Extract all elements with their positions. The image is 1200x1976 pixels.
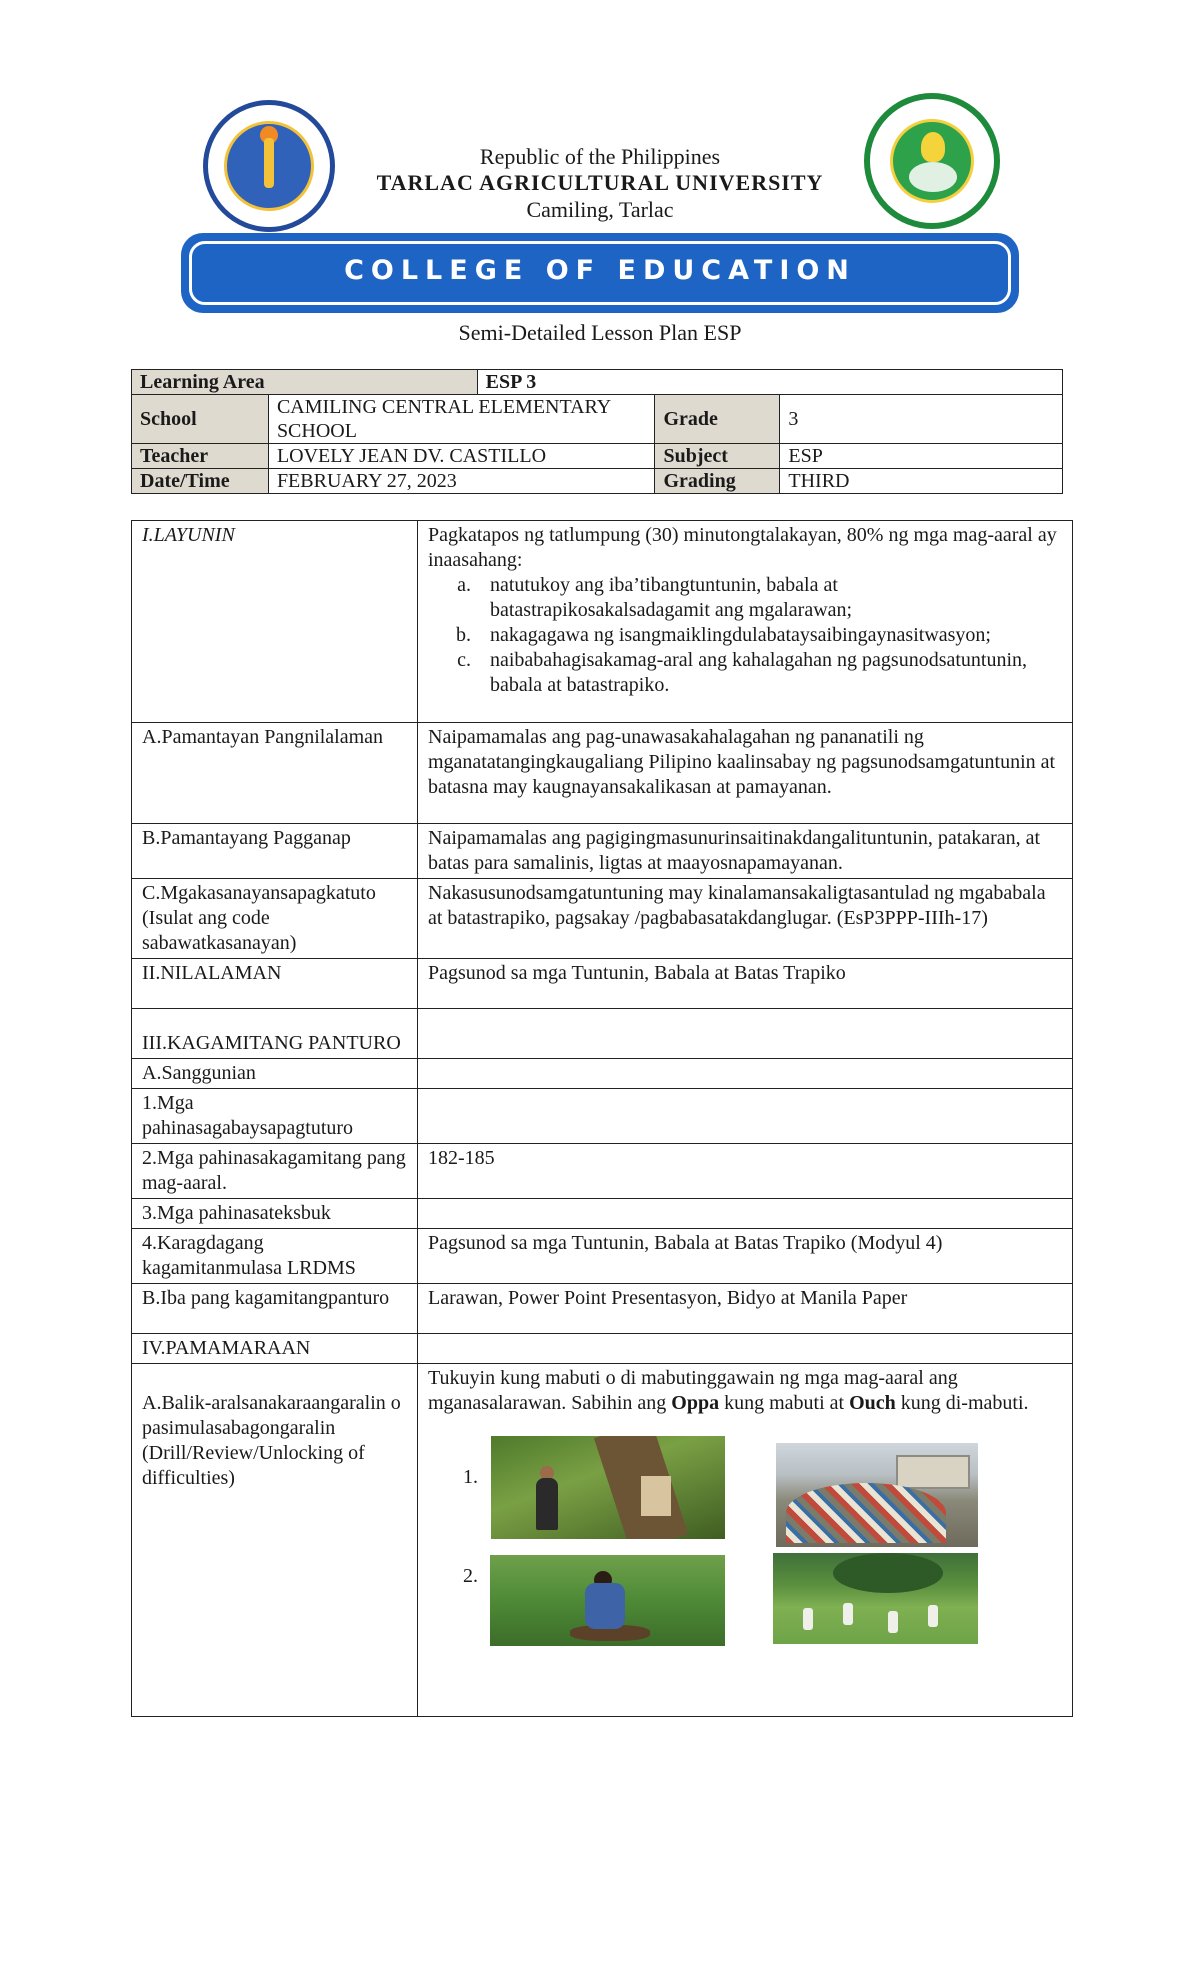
table-row xyxy=(132,1199,1073,1229)
table-row xyxy=(132,1334,1073,1364)
table-row xyxy=(132,1089,1073,1144)
learning-area-label: Learning Area xyxy=(132,370,478,395)
datetime-value: FEBRUARY 27, 2023 xyxy=(268,469,655,494)
table-row xyxy=(132,723,1073,824)
university-heading: TARLAC AGRICULTURAL UNIVERSITY xyxy=(376,170,824,195)
learning-area-value: ESP 3 xyxy=(477,370,1062,395)
kagamitan-mag-aaral-label: 2.Mga pahinasakagamitang pang mag-aaral. xyxy=(132,1144,418,1199)
grade-value: 3 xyxy=(780,395,1063,444)
city-heading: Camiling, Tarlac xyxy=(526,197,674,222)
oppa-keyword: Oppa xyxy=(671,1392,720,1414)
photo-students-cleaning xyxy=(773,1553,978,1644)
pamantayan-value: Naipamamalas ang pag-unawasakahalagahan ng pananatili ng mganatatangingkaugaliang Pilipino kaalinsabay ng pagsunodsamgatuntunin at batasna may kaugnayansakalikasan at pamayanan. xyxy=(418,723,1073,824)
teacher-value: LOVELY JEAN DV. CASTILLO xyxy=(268,444,655,469)
child-body xyxy=(585,1583,625,1629)
person-body xyxy=(536,1478,558,1530)
instruction-text: kung mabuti at xyxy=(719,1392,850,1414)
kasanayan-label: C.Mgakasanayansapagkatuto (Isulat ang code sabawatkasanayan) xyxy=(132,879,418,959)
grade-label: Grade xyxy=(655,395,780,444)
lrdms-value: Pagsunod sa mga Tuntunin, Babala at Batas Trapiko (Modyul 4) xyxy=(418,1229,1073,1284)
table-row xyxy=(132,1059,1073,1089)
teacher-label: Teacher xyxy=(132,444,269,469)
sanggunian-label: A.Sanggunian xyxy=(132,1059,418,1089)
table-row xyxy=(132,521,1073,723)
layunin-content xyxy=(418,521,1073,723)
student xyxy=(888,1611,898,1633)
layunin-label: I.LAYUNIN xyxy=(132,521,418,723)
empty-cell xyxy=(418,1199,1073,1229)
table-row xyxy=(132,959,1073,1009)
republic-heading: Republic of the Philippines xyxy=(479,144,721,169)
list-item: b. nakagagawa ng isangmaiklingdulabataysaibingaynasitwasyon; xyxy=(476,623,1062,648)
item-number-1: 1. xyxy=(463,1466,478,1488)
table-row xyxy=(132,1284,1073,1334)
table-row xyxy=(132,370,1063,395)
student xyxy=(843,1603,853,1625)
datetime-label: Date/Time xyxy=(132,469,269,494)
layunin-intro: Pagkatapos ng tatlumpung (30) minutongtalakayan, 80% ng mga mag-aaral ay inaasahang: xyxy=(428,524,1057,571)
empty-cell xyxy=(418,1059,1073,1089)
gabay-label: 1.Mga pahinasagabaysapagtuturo xyxy=(132,1089,418,1144)
instruction-text: kung di-mabuti. xyxy=(895,1392,1029,1414)
table-row xyxy=(132,395,1063,444)
layunin-list xyxy=(428,573,1062,698)
table-row xyxy=(132,1009,1073,1059)
ouch-keyword: Ouch xyxy=(849,1392,896,1414)
table-row xyxy=(132,1144,1073,1199)
tree-canopy xyxy=(833,1553,943,1593)
tree-cut xyxy=(641,1476,671,1516)
banner-text: COLLEGE OF EDUCATION xyxy=(344,255,856,286)
pamamaraan-label: IV.PAMAMARAAN xyxy=(132,1334,418,1364)
photo-planting xyxy=(490,1555,725,1646)
garbage xyxy=(786,1483,946,1543)
grading-value: THIRD xyxy=(780,469,1063,494)
table-row xyxy=(132,879,1073,959)
school-value: CAMILING CENTRAL ELEMENTARY SCHOOL xyxy=(268,395,655,444)
school-label: School xyxy=(132,395,269,444)
iba-pang-value: Larawan, Power Point Presentasyon, Bidyo at Manila Paper xyxy=(418,1284,1073,1334)
item-number-2: 2. xyxy=(463,1565,478,1587)
table-row xyxy=(132,469,1063,494)
photo-garbage-pile xyxy=(776,1443,978,1547)
lrdms-label: 4.Karagdagang kagamitanmulasa LRDMS xyxy=(132,1229,418,1284)
pamantayan-label: A.Pamantayan Pangnilalaman xyxy=(132,723,418,824)
pagganap-label: B.Pamantayang Pagganap xyxy=(132,824,418,879)
balik-aral-label: A.Balik-aralsanakaraangaralin o pasimulasabagongaralin (Drill/Review/Unlocking of difficulties) xyxy=(132,1364,418,1717)
iba-pang-label: B.Iba pang kagamitangpanturo xyxy=(132,1284,418,1334)
student xyxy=(803,1608,813,1630)
vehicle xyxy=(896,1455,970,1489)
empty-cell xyxy=(418,1009,1073,1059)
teksbuk-label: 3.Mga pahinasateksbuk xyxy=(132,1199,418,1229)
photo-cutting-tree xyxy=(491,1436,725,1539)
college-banner xyxy=(181,233,1019,313)
subject-label: Subject xyxy=(655,444,780,469)
list-item: a. natutukoy ang iba’tibangtuntunin, babala at batastrapikosakalsadagamit ang mgalarawan; xyxy=(476,573,1062,623)
grading-label: Grading xyxy=(655,469,780,494)
kasanayan-value: Nakasusunodsamgatuntuning may kinalamansakaligtasantulad ng mgababala at batastrapiko, pagsakay /pagbabasatakdanglugar. (EsP3PPP-IIIh-17) xyxy=(418,879,1073,959)
table-row xyxy=(132,444,1063,469)
table-row xyxy=(132,1229,1073,1284)
student xyxy=(928,1605,938,1627)
empty-cell xyxy=(418,1089,1073,1144)
kagamitan-mag-aaral-value: 182-185 xyxy=(418,1144,1073,1199)
nilalaman-label: II.NILALAMAN xyxy=(132,959,418,1009)
empty-cell xyxy=(418,1334,1073,1364)
table-row xyxy=(132,824,1073,879)
info-table xyxy=(131,369,1063,494)
list-item: c. naibabahagisakamag-aral ang kahalagahan ng pagsunodsatuntunin, babala at batastrapiko. xyxy=(476,648,1062,698)
lesson-plan-title: Semi-Detailed Lesson Plan ESP xyxy=(458,320,742,345)
instruction-text: Tukuyin kung mabuti o di mabutinggawain ng mga mag-aaral ang mganasalarawan. Sabihin ang xyxy=(428,1367,958,1414)
kagamitan-label: III.KAGAMITANG PANTURO xyxy=(132,1009,418,1059)
nilalaman-value: Pagsunod sa mga Tuntunin, Babala at Batas Trapiko xyxy=(418,959,1073,1009)
balik-aral-instructions xyxy=(428,1366,1062,1416)
subject-value: ESP xyxy=(780,444,1063,469)
pagganap-value: Naipamamalas ang pagigingmasunurinsaitinakdangalituntunin, patakaran, at batas para samalinis, ligtas at maayosnapamayanan. xyxy=(418,824,1073,879)
